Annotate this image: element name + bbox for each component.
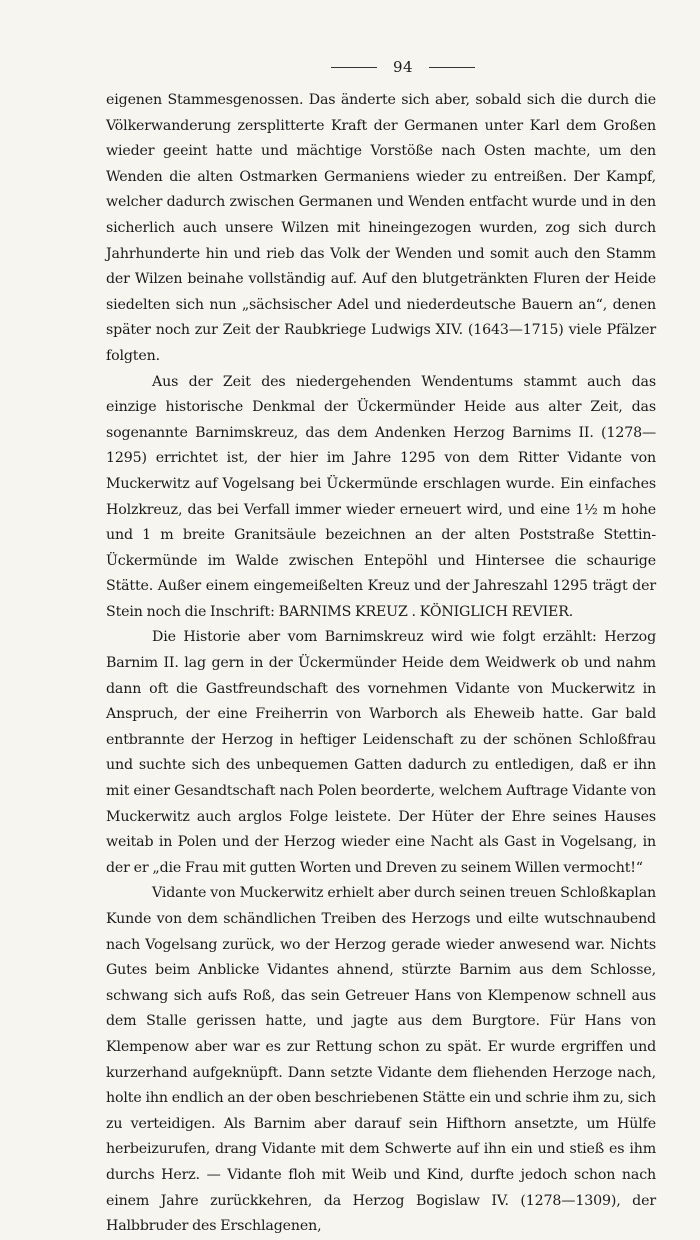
- page-number: 94: [392, 58, 414, 76]
- paragraph: eigenen Stammesgenossen. Das änderte sich aber, sobald sich die durch die Völkerwanderung zersplitterte Kraft der Germanen unter Karl dem Großen wieder geeint hatte und mächtige Vorstöße nach Osten machte, um den Wenden die alten Ostmarken Germaniens wieder zu entreißen. Der Kampf, welcher dadurch zwischen Germanen und Wenden entfacht wurde und in den sicherlich auch unsere Wilzen mit hineingezogen wurden, zog sich durch Jahrhunderte hin und rieb das Volk der Wenden und somit auch den Stamm der Wilzen beinahe vollständig auf. Auf den blutgetränkten Fluren der Heide siedelten sich nun „sächsischer Adel und niederdeutsche Bauern an“, denen später noch zur Zeit der Raubkriege Ludwigs XIV. (1643—1715) viele Pfälzer folgten.: [106, 92, 656, 364]
- paragraph: Vidante von Muckerwitz erhielt aber durch seinen treuen Schloßkaplan Kunde von dem schändlichen Treiben des Herzogs und eilte wutschnaubend nach Vogelsang zurück, wo der Herzog gerade wieder anwesend war. Nichts Gutes beim Anblicke Vidantes ahnend, stürzte Barnim aus dem Schlosse, schwang sich aufs Roß, das sein Getreuer Hans von Klempenow schnell aus dem Stalle gerissen hatte, und jagte aus dem Burgtore. Für Hans von Klempenow aber war es zur Rettung schon zu spät. Er wurde ergriffen und kurzerhand aufgeknüpft. Dann setzte Vidante dem fliehenden Herzoge nach, holte ihn endlich an der oben beschriebenen Stätte ein und schrie ihm zu, sich zu verteidigen. Als Barnim aber darauf sein Hifthorn ansetzte, um Hülfe herbeizurufen, drang Vidante mit dem Schwerte auf ihn ein und stieß es ihm durchs Herz. — Vidante floh mit Weib und Kind, durfte jedoch schon nach einem Jahre zurückkehren, da Herzog Bogislaw IV. (1278—1309), der Halbbruder des Erschlagenen,: [106, 885, 656, 1235]
- paragraph: Die Historie aber vom Barnimskreuz wird wie folgt erzählt: Herzog Barnim II. lag gern in der Ückermünder Heide dem Weidwerk ob und nahm dann oft die Gastfreundschaft des vornehmen Vidante von Muckerwitz in Anspruch, der eine Freiherrin von Warborch als Eheweib hatte. Gar bald entbrannte der Herzog in heftiger Leidenschaft zu der schönen Schloßfrau und suchte sich des unbequemen Gatten dadurch zu entledigen, daß er ihn mit einer Gesandtschaft nach Polen beorderte, welchem Auftrage Vidante von Muckerwitz auch arglos Folge leistete. Der Hüter der Ehre seines Hauses weitab in Polen und der Herzog wieder eine Nacht als Gast in Vogelsang, in der er „die Frau mit gutten Worten und Dreven zu seinem Willen vermocht!“: [106, 629, 656, 876]
- header-rule-left: [331, 67, 377, 68]
- paragraph: Aus der Zeit des niedergehenden Wendentums stammt auch das einzige historische Denkmal der Ückermünder Heide aus alter Zeit, das sogenannte Barnimskreuz, das dem Andenken Herzog Barnims II. (1278—1295) errichtet ist, der hier im Jahre 1295 von dem Ritter Vidante von Muckerwitz auf Vogelsang bei Ückermünde erschlagen wurde. Ein einfaches Holzkreuz, das bei Verfall immer wieder erneuert wird, und eine 1½ m hohe und 1 m breite Granitsäule bezeichnen an der alten Poststraße Stettin-Ückermünde im Walde zwischen Entepöhl und Hintersee die schaurige Stätte. Außer einem eingemeißelten Kreuz und der Jahreszahl 1295 trägt der Stein noch die Inschrift: BARNIMS KREUZ . KÖNIGLICH REVIER.: [106, 373, 656, 620]
- header-rule-right: [429, 67, 475, 68]
- page-header: [150, 58, 656, 76]
- body-text: [106, 88, 656, 1240]
